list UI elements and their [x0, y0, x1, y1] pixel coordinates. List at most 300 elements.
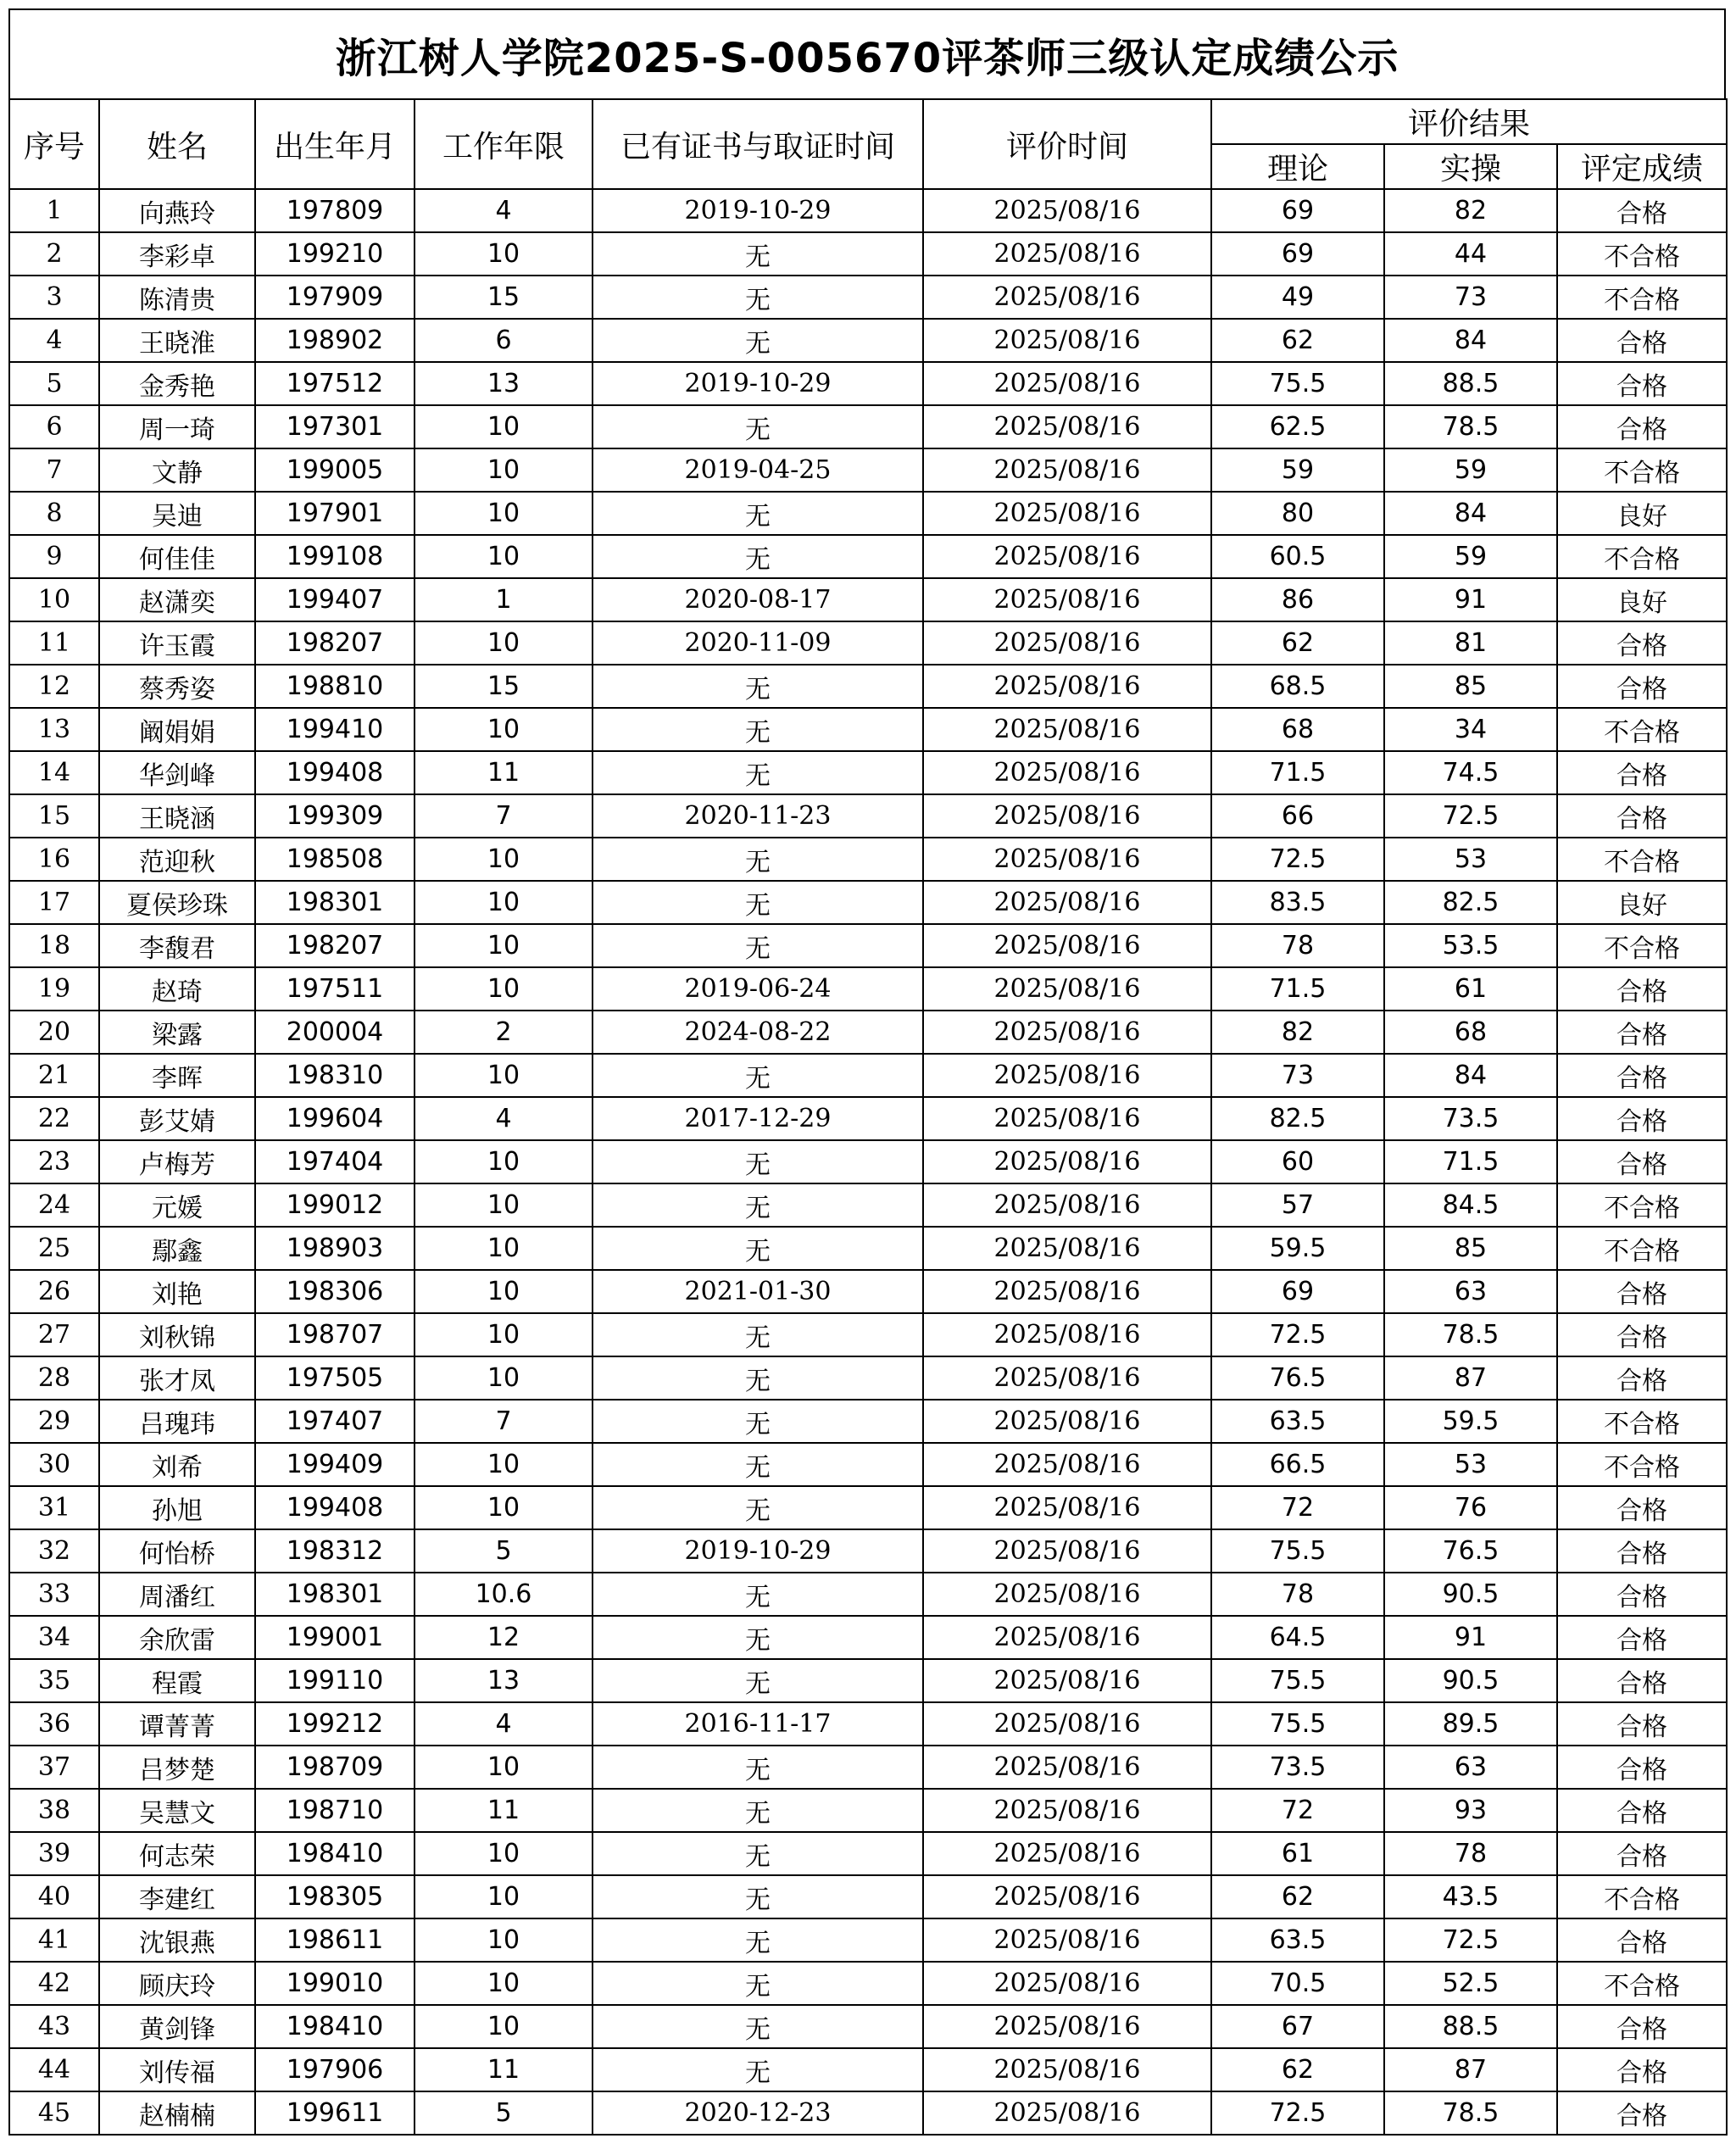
cell-theory: 62 — [1211, 2048, 1384, 2091]
page-title: 浙江树人学院2025-S-005670评茶师三级认定成绩公示 — [335, 34, 1399, 82]
table-header — [9, 99, 1727, 189]
table-row — [9, 1140, 1727, 1183]
cell-years: 12 — [415, 1616, 593, 1659]
cell-name: 刘希 — [99, 1443, 255, 1486]
cell-cert: 2019-10-29 — [593, 189, 923, 232]
cell-years: 10 — [415, 1443, 593, 1486]
cell-eval-date: 2025/08/16 — [923, 1443, 1211, 1486]
cell-seq: 20 — [9, 1011, 99, 1054]
table-row — [9, 1097, 1727, 1140]
cell-cert: 2020-11-23 — [593, 794, 923, 838]
table-row — [9, 319, 1727, 362]
cell-years: 10 — [415, 708, 593, 751]
cell-years: 10 — [415, 1270, 593, 1313]
cell-name: 孙旭 — [99, 1486, 255, 1529]
results-notice-page — [8, 8, 1726, 2153]
cell-cert: 2020-11-09 — [593, 621, 923, 665]
cell-eval-date: 2025/08/16 — [923, 2048, 1211, 2091]
cell-practice: 53 — [1384, 1443, 1557, 1486]
cell-birth: 197901 — [255, 492, 415, 535]
cell-seq: 22 — [9, 1097, 99, 1140]
table-row — [9, 1789, 1727, 1832]
cell-theory: 64.5 — [1211, 1616, 1384, 1659]
cell-practice: 73 — [1384, 276, 1557, 319]
table-row — [9, 2048, 1727, 2091]
cell-birth: 197404 — [255, 1140, 415, 1183]
cell-years: 10 — [415, 492, 593, 535]
cell-eval-date: 2025/08/16 — [923, 1054, 1211, 1097]
cell-name: 刘秋锦 — [99, 1313, 255, 1356]
cell-cert: 无 — [593, 924, 923, 967]
table-row — [9, 1918, 1727, 1962]
cell-theory: 57 — [1211, 1183, 1384, 1227]
cell-years: 10 — [415, 1486, 593, 1529]
cell-seq: 26 — [9, 1270, 99, 1313]
cell-cert: 无 — [593, 1183, 923, 1227]
cell-birth: 198305 — [255, 1875, 415, 1918]
cell-practice: 63 — [1384, 1270, 1557, 1313]
table-row — [9, 189, 1727, 232]
cell-cert: 无 — [593, 232, 923, 276]
table-row — [9, 578, 1727, 621]
cell-theory: 78 — [1211, 1573, 1384, 1616]
table-row — [9, 1011, 1727, 1054]
cell-theory: 62.5 — [1211, 405, 1384, 448]
cell-years: 4 — [415, 1702, 593, 1746]
cell-grade: 不合格 — [1557, 1962, 1727, 2005]
cell-cert: 无 — [593, 1746, 923, 1789]
table-row — [9, 1529, 1727, 1573]
cell-name: 吴慧文 — [99, 1789, 255, 1832]
cell-name: 彭艾婧 — [99, 1097, 255, 1140]
cell-seq: 8 — [9, 492, 99, 535]
cell-grade: 合格 — [1557, 1054, 1727, 1097]
table-row — [9, 838, 1727, 881]
cell-cert: 无 — [593, 838, 923, 881]
cell-eval-date: 2025/08/16 — [923, 1962, 1211, 2005]
table-row — [9, 1573, 1727, 1616]
cell-seq: 1 — [9, 189, 99, 232]
table-row — [9, 708, 1727, 751]
cell-eval-date: 2025/08/16 — [923, 881, 1211, 924]
results-table — [8, 98, 1728, 2136]
cell-birth: 199001 — [255, 1616, 415, 1659]
cell-eval-date: 2025/08/16 — [923, 794, 1211, 838]
cell-cert: 无 — [593, 1313, 923, 1356]
cell-grade: 合格 — [1557, 1486, 1727, 1529]
cell-cert: 2020-12-23 — [593, 2091, 923, 2135]
cell-theory: 78 — [1211, 924, 1384, 967]
cell-practice: 82.5 — [1384, 881, 1557, 924]
cell-eval-date: 2025/08/16 — [923, 1097, 1211, 1140]
cell-cert: 无 — [593, 1400, 923, 1443]
cell-birth: 199408 — [255, 1486, 415, 1529]
cell-grade: 不合格 — [1557, 708, 1727, 751]
table-row — [9, 362, 1727, 405]
table-row — [9, 1832, 1727, 1875]
cell-birth: 197809 — [255, 189, 415, 232]
cell-grade: 合格 — [1557, 1356, 1727, 1400]
cell-practice: 85 — [1384, 665, 1557, 708]
cell-grade: 合格 — [1557, 1313, 1727, 1356]
cell-eval-date: 2025/08/16 — [923, 1486, 1211, 1529]
cell-grade: 合格 — [1557, 665, 1727, 708]
cell-theory: 49 — [1211, 276, 1384, 319]
table-row — [9, 1183, 1727, 1227]
cell-name: 华剑峰 — [99, 751, 255, 794]
cell-seq: 5 — [9, 362, 99, 405]
cell-name: 蔡秀姿 — [99, 665, 255, 708]
cell-grade: 合格 — [1557, 1573, 1727, 1616]
table-row — [9, 492, 1727, 535]
table-row — [9, 2005, 1727, 2048]
cell-grade: 合格 — [1557, 405, 1727, 448]
cell-theory: 75.5 — [1211, 1659, 1384, 1702]
cell-birth: 197909 — [255, 276, 415, 319]
cell-practice: 84 — [1384, 492, 1557, 535]
cell-name: 文静 — [99, 448, 255, 492]
cell-name: 陈清贵 — [99, 276, 255, 319]
cell-name: 金秀艳 — [99, 362, 255, 405]
cell-theory: 72.5 — [1211, 838, 1384, 881]
header-years: 工作年限 — [415, 99, 593, 189]
cell-birth: 198709 — [255, 1746, 415, 1789]
cell-cert: 无 — [593, 2048, 923, 2091]
cell-practice: 43.5 — [1384, 1875, 1557, 1918]
table-row — [9, 1400, 1727, 1443]
cell-practice: 93 — [1384, 1789, 1557, 1832]
cell-seq: 38 — [9, 1789, 99, 1832]
cell-grade: 合格 — [1557, 1832, 1727, 1875]
table-row — [9, 405, 1727, 448]
cell-birth: 198207 — [255, 924, 415, 967]
cell-cert: 无 — [593, 1140, 923, 1183]
cell-eval-date: 2025/08/16 — [923, 1832, 1211, 1875]
table-row — [9, 751, 1727, 794]
cell-years: 10 — [415, 881, 593, 924]
cell-eval-date: 2025/08/16 — [923, 276, 1211, 319]
cell-grade: 不合格 — [1557, 448, 1727, 492]
cell-birth: 198810 — [255, 665, 415, 708]
cell-cert: 无 — [593, 1227, 923, 1270]
cell-name: 鄢鑫 — [99, 1227, 255, 1270]
cell-practice: 91 — [1384, 578, 1557, 621]
cell-eval-date: 2025/08/16 — [923, 232, 1211, 276]
cell-cert: 无 — [593, 1918, 923, 1962]
cell-years: 10 — [415, 2005, 593, 2048]
cell-years: 10 — [415, 838, 593, 881]
cell-theory: 72 — [1211, 1789, 1384, 1832]
cell-name: 余欣雷 — [99, 1616, 255, 1659]
cell-birth: 199407 — [255, 578, 415, 621]
cell-seq: 40 — [9, 1875, 99, 1918]
cell-grade: 不合格 — [1557, 1443, 1727, 1486]
cell-practice: 71.5 — [1384, 1140, 1557, 1183]
cell-birth: 199010 — [255, 1962, 415, 2005]
cell-years: 10 — [415, 232, 593, 276]
cell-years: 10.6 — [415, 1573, 593, 1616]
cell-eval-date: 2025/08/16 — [923, 1313, 1211, 1356]
cell-grade: 合格 — [1557, 1616, 1727, 1659]
cell-birth: 198207 — [255, 621, 415, 665]
cell-years: 10 — [415, 535, 593, 578]
cell-grade: 合格 — [1557, 2091, 1727, 2135]
cell-theory: 72.5 — [1211, 1313, 1384, 1356]
cell-theory: 68.5 — [1211, 665, 1384, 708]
table-row — [9, 665, 1727, 708]
cell-name: 张才凤 — [99, 1356, 255, 1400]
cell-grade: 合格 — [1557, 1789, 1727, 1832]
cell-seq: 29 — [9, 1400, 99, 1443]
cell-eval-date: 2025/08/16 — [923, 838, 1211, 881]
cell-eval-date: 2025/08/16 — [923, 1227, 1211, 1270]
cell-name: 刘艳 — [99, 1270, 255, 1313]
table-row — [9, 1659, 1727, 1702]
table-row — [9, 1616, 1727, 1659]
cell-practice: 52.5 — [1384, 1962, 1557, 2005]
cell-seq: 12 — [9, 665, 99, 708]
cell-eval-date: 2025/08/16 — [923, 1011, 1211, 1054]
cell-theory: 82.5 — [1211, 1097, 1384, 1140]
cell-theory: 66 — [1211, 794, 1384, 838]
cell-eval-date: 2025/08/16 — [923, 189, 1211, 232]
cell-name: 黄剑锋 — [99, 2005, 255, 2048]
cell-eval-date: 2025/08/16 — [923, 924, 1211, 967]
cell-cert: 2019-04-25 — [593, 448, 923, 492]
cell-practice: 90.5 — [1384, 1659, 1557, 1702]
cell-grade: 合格 — [1557, 794, 1727, 838]
table-row — [9, 232, 1727, 276]
cell-cert: 无 — [593, 708, 923, 751]
cell-seq: 13 — [9, 708, 99, 751]
cell-grade: 合格 — [1557, 2048, 1727, 2091]
cell-grade: 不合格 — [1557, 232, 1727, 276]
cell-grade: 合格 — [1557, 1011, 1727, 1054]
cell-seq: 4 — [9, 319, 99, 362]
cell-years: 10 — [415, 1054, 593, 1097]
cell-name: 吕瑰玮 — [99, 1400, 255, 1443]
cell-years: 10 — [415, 1183, 593, 1227]
cell-grade: 良好 — [1557, 492, 1727, 535]
cell-seq: 41 — [9, 1918, 99, 1962]
cell-practice: 61 — [1384, 967, 1557, 1011]
cell-eval-date: 2025/08/16 — [923, 1573, 1211, 1616]
cell-name: 何怡桥 — [99, 1529, 255, 1573]
cell-years: 10 — [415, 621, 593, 665]
cell-theory: 82 — [1211, 1011, 1384, 1054]
cell-eval-date: 2025/08/16 — [923, 535, 1211, 578]
cell-seq: 43 — [9, 2005, 99, 2048]
cell-years: 5 — [415, 1529, 593, 1573]
cell-cert: 无 — [593, 665, 923, 708]
cell-name: 向燕玲 — [99, 189, 255, 232]
cell-years: 11 — [415, 751, 593, 794]
cell-seq: 7 — [9, 448, 99, 492]
cell-practice: 84 — [1384, 1054, 1557, 1097]
header-theory: 理论 — [1211, 144, 1384, 189]
cell-seq: 35 — [9, 1659, 99, 1702]
cell-practice: 76.5 — [1384, 1529, 1557, 1573]
cell-theory: 83.5 — [1211, 881, 1384, 924]
cell-cert: 无 — [593, 1832, 923, 1875]
header-result-group: 评价结果 — [1211, 99, 1727, 144]
cell-birth: 199410 — [255, 708, 415, 751]
cell-cert: 无 — [593, 1962, 923, 2005]
cell-years: 15 — [415, 665, 593, 708]
cell-practice: 78.5 — [1384, 2091, 1557, 2135]
cell-birth: 198310 — [255, 1054, 415, 1097]
cell-seq: 37 — [9, 1746, 99, 1789]
cell-years: 2 — [415, 1011, 593, 1054]
cell-cert: 2021-01-30 — [593, 1270, 923, 1313]
cell-years: 4 — [415, 1097, 593, 1140]
cell-eval-date: 2025/08/16 — [923, 621, 1211, 665]
cell-birth: 199210 — [255, 232, 415, 276]
cell-eval-date: 2025/08/16 — [923, 1659, 1211, 1702]
cell-theory: 75.5 — [1211, 362, 1384, 405]
cell-eval-date: 2025/08/16 — [923, 1875, 1211, 1918]
cell-name: 赵潇奕 — [99, 578, 255, 621]
cell-eval-date: 2025/08/16 — [923, 578, 1211, 621]
table-row — [9, 535, 1727, 578]
cell-birth: 198301 — [255, 1573, 415, 1616]
cell-grade: 合格 — [1557, 1140, 1727, 1183]
cell-years: 6 — [415, 319, 593, 362]
cell-seq: 23 — [9, 1140, 99, 1183]
cell-cert: 无 — [593, 1443, 923, 1486]
cell-theory: 73 — [1211, 1054, 1384, 1097]
cell-years: 11 — [415, 2048, 593, 2091]
cell-grade: 不合格 — [1557, 1875, 1727, 1918]
cell-seq: 3 — [9, 276, 99, 319]
cell-eval-date: 2025/08/16 — [923, 1356, 1211, 1400]
cell-birth: 198508 — [255, 838, 415, 881]
cell-eval-date: 2025/08/16 — [923, 319, 1211, 362]
cell-practice: 78.5 — [1384, 1313, 1557, 1356]
cell-years: 10 — [415, 1313, 593, 1356]
cell-cert: 无 — [593, 1573, 923, 1616]
cell-seq: 15 — [9, 794, 99, 838]
cell-name: 吕梦楚 — [99, 1746, 255, 1789]
cell-cert: 无 — [593, 1789, 923, 1832]
header-name: 姓名 — [99, 99, 255, 189]
cell-practice: 76 — [1384, 1486, 1557, 1529]
cell-cert: 无 — [593, 405, 923, 448]
cell-eval-date: 2025/08/16 — [923, 2091, 1211, 2135]
cell-theory: 62 — [1211, 621, 1384, 665]
cell-eval-date: 2025/08/16 — [923, 362, 1211, 405]
cell-practice: 68 — [1384, 1011, 1557, 1054]
cell-years: 10 — [415, 448, 593, 492]
cell-grade: 良好 — [1557, 881, 1727, 924]
cell-practice: 81 — [1384, 621, 1557, 665]
table-row — [9, 621, 1727, 665]
cell-theory: 59 — [1211, 448, 1384, 492]
cell-seq: 6 — [9, 405, 99, 448]
cell-seq: 39 — [9, 1832, 99, 1875]
cell-name: 王晓淮 — [99, 319, 255, 362]
cell-birth: 199110 — [255, 1659, 415, 1702]
cell-eval-date: 2025/08/16 — [923, 1918, 1211, 1962]
cell-seq: 33 — [9, 1573, 99, 1616]
cell-grade: 合格 — [1557, 1746, 1727, 1789]
cell-theory: 69 — [1211, 1270, 1384, 1313]
cell-cert: 2020-08-17 — [593, 578, 923, 621]
cell-birth: 197512 — [255, 362, 415, 405]
cell-birth: 199409 — [255, 1443, 415, 1486]
cell-name: 刘传福 — [99, 2048, 255, 2091]
cell-seq: 9 — [9, 535, 99, 578]
cell-years: 5 — [415, 2091, 593, 2135]
cell-theory: 72 — [1211, 1486, 1384, 1529]
cell-practice: 44 — [1384, 232, 1557, 276]
cell-name: 周潘红 — [99, 1573, 255, 1616]
cell-years: 7 — [415, 1400, 593, 1443]
cell-eval-date: 2025/08/16 — [923, 1529, 1211, 1573]
table-row — [9, 1875, 1727, 1918]
cell-seq: 30 — [9, 1443, 99, 1486]
table-row — [9, 1962, 1727, 2005]
cell-seq: 18 — [9, 924, 99, 967]
cell-name: 李彩卓 — [99, 232, 255, 276]
cell-theory: 63.5 — [1211, 1400, 1384, 1443]
table-row — [9, 1356, 1727, 1400]
table-body — [9, 189, 1727, 2135]
cell-eval-date: 2025/08/16 — [923, 1789, 1211, 1832]
cell-years: 10 — [415, 924, 593, 967]
cell-theory: 71.5 — [1211, 967, 1384, 1011]
cell-birth: 197511 — [255, 967, 415, 1011]
cell-years: 1 — [415, 578, 593, 621]
cell-years: 10 — [415, 967, 593, 1011]
cell-grade: 合格 — [1557, 1702, 1727, 1746]
cell-cert: 无 — [593, 1486, 923, 1529]
cell-grade: 不合格 — [1557, 1183, 1727, 1227]
cell-years: 10 — [415, 1918, 593, 1962]
header-eval-date: 评价时间 — [923, 99, 1211, 189]
cell-eval-date: 2025/08/16 — [923, 1270, 1211, 1313]
cell-birth: 198301 — [255, 881, 415, 924]
cell-name: 梁露 — [99, 1011, 255, 1054]
cell-birth: 200004 — [255, 1011, 415, 1054]
cell-name: 何佳佳 — [99, 535, 255, 578]
cell-name: 赵琦 — [99, 967, 255, 1011]
cell-theory: 75.5 — [1211, 1702, 1384, 1746]
cell-grade: 合格 — [1557, 2005, 1727, 2048]
cell-grade: 不合格 — [1557, 1400, 1727, 1443]
cell-seq: 17 — [9, 881, 99, 924]
cell-name: 李建红 — [99, 1875, 255, 1918]
table-row — [9, 794, 1727, 838]
cell-cert: 无 — [593, 276, 923, 319]
cell-years: 10 — [415, 1746, 593, 1789]
cell-name: 吴迪 — [99, 492, 255, 535]
cell-seq: 19 — [9, 967, 99, 1011]
cell-grade: 合格 — [1557, 967, 1727, 1011]
cell-years: 10 — [415, 1140, 593, 1183]
cell-grade: 不合格 — [1557, 924, 1727, 967]
cell-birth: 199212 — [255, 1702, 415, 1746]
cell-practice: 84 — [1384, 319, 1557, 362]
cell-theory: 63.5 — [1211, 1918, 1384, 1962]
cell-birth: 199604 — [255, 1097, 415, 1140]
cell-eval-date: 2025/08/16 — [923, 665, 1211, 708]
cell-seq: 42 — [9, 1962, 99, 2005]
cell-name: 阚娟娟 — [99, 708, 255, 751]
cell-theory: 75.5 — [1211, 1529, 1384, 1573]
cell-practice: 74.5 — [1384, 751, 1557, 794]
table-row — [9, 1702, 1727, 1746]
